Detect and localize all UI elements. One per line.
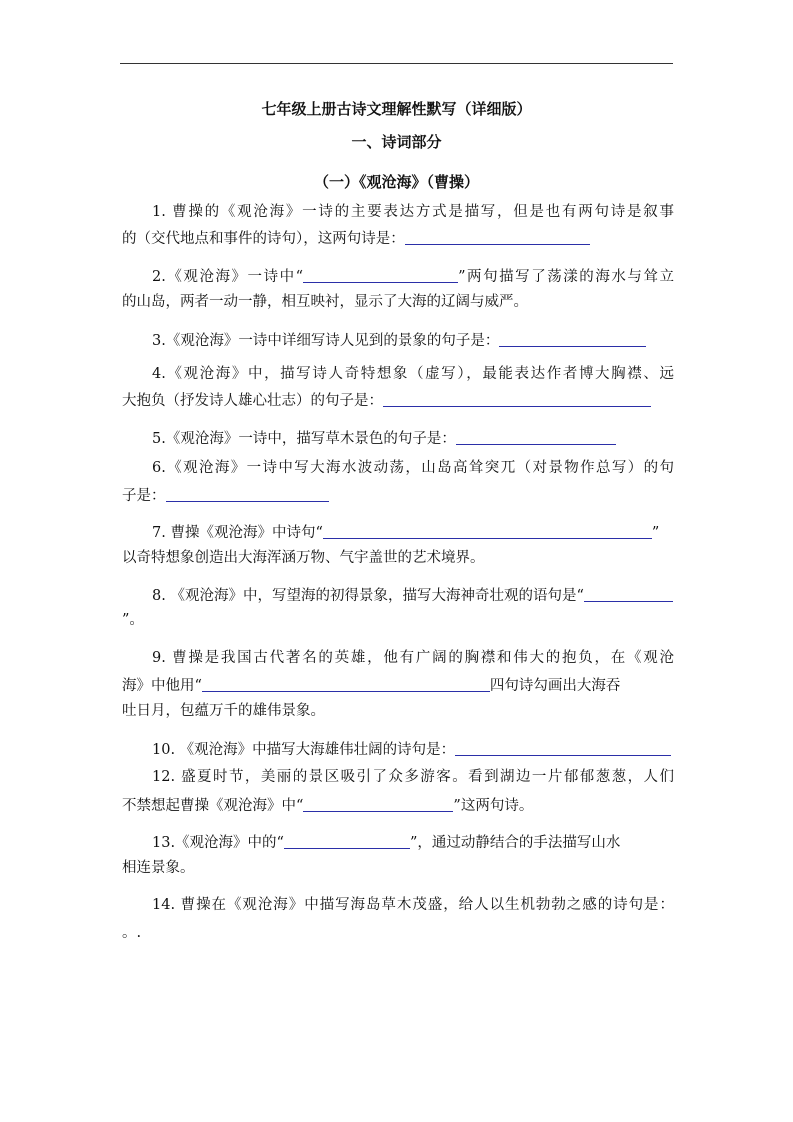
question-text: 相连景象。 [122, 860, 195, 876]
question-text: 的（交代地点和事件的诗句），这两句诗是： [122, 231, 405, 247]
question-text: 7. 曹操《观沧海》中诗句“ [152, 525, 323, 541]
question-6-line [152, 458, 674, 478]
question-text: 5.《观沧海》一诗中，描写草木景色的句子是： [152, 431, 456, 447]
question-2-line [152, 266, 674, 286]
question-text: 1. 曹操的《观沧海》一诗的主要表达方式是描写，但是也有两句诗是叙事 [152, 204, 674, 220]
question-9-line [152, 648, 674, 668]
question-4-line [122, 390, 674, 410]
answer-blank[interactable] [456, 428, 616, 445]
question-4-line [152, 364, 674, 384]
question-text: 10. 《观沧海》中描写大海雄伟壮阔的诗句是： [152, 742, 456, 758]
question-text: 大抱负（抒发诗人雄心壮志）的句子是： [122, 393, 383, 409]
answer-blank[interactable] [303, 795, 453, 812]
question-text: 4.《观沧海》中，描写诗人奇特想象（虚写），最能表达作者博大胸襟、远 [152, 366, 674, 382]
question-text: 6.《观沧海》一诗中写大海水波动荡，山岛高耸突兀（对景物作总写）的句 [152, 460, 674, 476]
document-title: 七年级上册古诗文理解性默写（详细版） [261, 100, 532, 118]
question-text: 。. [122, 925, 142, 941]
section-heading: 一、诗词部分 [351, 133, 442, 151]
question-text: ”，通过动静结合的手法描写山水 [409, 835, 621, 851]
header-rule [120, 63, 673, 64]
question-text: ”这两句诗。 [453, 798, 534, 814]
question-text: 8. 《观沧海》中，写望海的初得景象，描写大海神奇壮观的语句是“ [152, 588, 584, 604]
question-8-line [152, 585, 674, 605]
question-text: 吐日月，包蕴万千的雄伟景象。 [122, 703, 325, 719]
question-2-line [122, 292, 674, 312]
question-text: ” [651, 525, 660, 541]
question-7-line [152, 522, 674, 542]
question-1-line [152, 202, 674, 222]
question-7-line [122, 548, 674, 568]
question-text: 的山岛，两者一动一静，相互映衬，显示了大海的辽阔与威严。 [122, 294, 528, 310]
question-12-line [152, 832, 674, 852]
question-text: 12. 盛夏时节，美丽的景区吸引了众多游客。看到湖边一片郁郁葱葱，人们 [152, 769, 674, 785]
question-10-line [152, 739, 674, 759]
answer-blank[interactable] [323, 522, 652, 539]
answer-blank[interactable] [383, 390, 651, 407]
question-text: 2.《观沧海》一诗中“ [152, 269, 304, 285]
answer-blank[interactable] [202, 675, 490, 692]
question-text: 以奇特想象创造出大海浑涵万物、气宇盖世的艺术境界。 [122, 550, 485, 566]
question-12-line [122, 858, 674, 878]
answer-blank[interactable] [455, 739, 671, 756]
question-text: 14. 曹操在《观沧海》中描写海岛草木茂盛，给人以生机勃勃之感的诗句是： [152, 897, 674, 913]
question-text: 海》中他用“ [122, 678, 202, 694]
question-13-line [122, 923, 674, 943]
subsection-heading: （一）《观沧海》（曹操） [313, 173, 479, 191]
answer-blank[interactable] [584, 585, 673, 602]
question-text: 四句诗勾画出大海吞 [489, 678, 621, 694]
question-11-line [122, 795, 674, 815]
answer-blank[interactable] [284, 832, 410, 849]
question-13-line [152, 895, 674, 915]
question-text: 子是： [122, 488, 166, 504]
answer-blank[interactable] [499, 330, 646, 347]
question-9-line [122, 675, 674, 695]
question-5-line [152, 428, 674, 448]
answer-blank[interactable] [405, 228, 590, 245]
question-text: ”。 [122, 612, 144, 628]
question-text: 不禁想起曹操《观沧海》中“ [122, 798, 304, 814]
answer-blank[interactable] [303, 266, 458, 283]
question-text: 13.《观沧海》中的“ [152, 835, 284, 851]
question-8-line [122, 610, 674, 630]
question-text: 3.《观沧海》一诗中详细写诗人见到的景象的句子是： [152, 333, 500, 349]
answer-blank[interactable] [166, 485, 329, 502]
question-text: 9. 曹操是我国古代著名的英雄，他有广阔的胸襟和伟大的抱负，在《观沧 [152, 650, 674, 666]
question-3-line [152, 330, 674, 350]
question-1-line [122, 228, 674, 248]
question-text: ”两句描写了荡漾的海水与耸立 [458, 269, 674, 285]
question-11-line [152, 767, 674, 787]
question-9-line [122, 701, 674, 721]
question-6-line [122, 485, 674, 505]
